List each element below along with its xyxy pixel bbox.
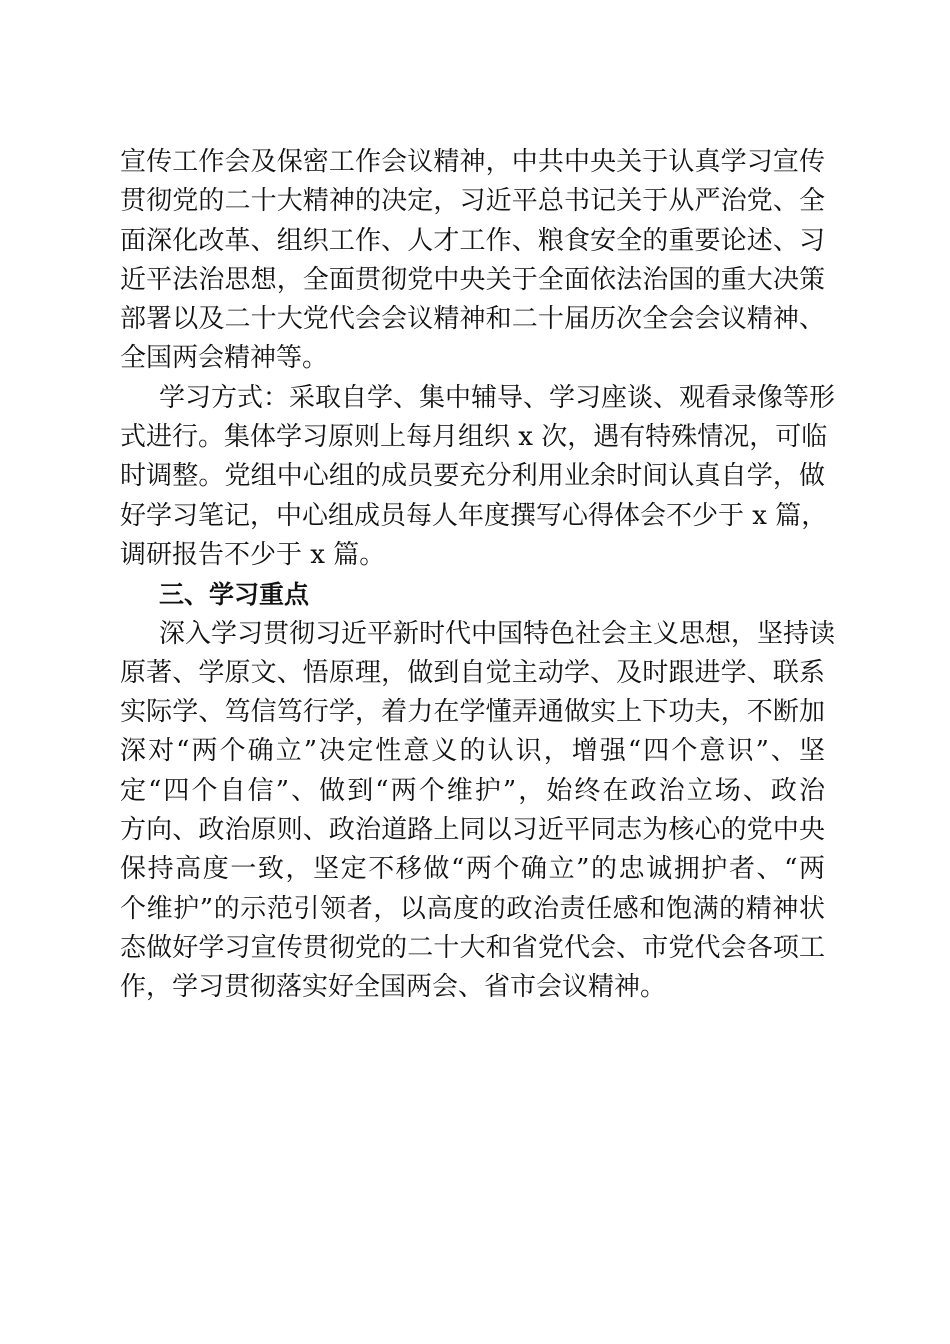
paragraph-study-content <box>120 143 825 379</box>
text-line: 方向、政治原则、政治道路上同以习近平同志为核心的党中央 <box>120 815 825 846</box>
text-line: 全国两会精神等。 <box>120 343 329 374</box>
text-line: 近平法治思想，全面贯彻党中央关于全面依法治国的重大决策 <box>120 264 825 295</box>
text-line: 深对“两个确立”决定性意义的认识，增强“四个意识”、坚 <box>120 736 825 767</box>
document-body <box>120 143 836 1008</box>
text-line: 深入学习贯彻习近平新时代中国特色社会主义思想，坚持读 <box>159 618 836 649</box>
section-heading: 三、学习重点 <box>159 580 310 610</box>
text-line: 实际学、笃信笃行学，着力在学懂弄通做实上下功夫，不断加 <box>120 697 825 728</box>
text-line: 原著、学原文、悟原理，做到自觉主动学、及时跟进学、联系 <box>120 657 825 688</box>
text-line: 态做好学习宣传贯彻党的二十大和省党代会、市党代会各项工 <box>120 932 825 963</box>
text-line: 保持高度一致，坚定不移做“两个确立”的忠诚拥护者、“两 <box>120 854 825 885</box>
text-line: 好学习笔记，中心组成员每人年度撰写心得体会不少于 x 篇， <box>120 500 828 531</box>
paragraph-study-method <box>120 379 836 575</box>
text-line: 调研报告不少于 x 篇。 <box>120 539 386 570</box>
text-line: 式进行。集体学习原则上每月组织 x 次，遇有特殊情况，可临 <box>120 422 828 453</box>
text-line: 个维护”的示范引领者，以高度的政治责任感和饱满的精神状 <box>120 893 825 924</box>
text-line: 宣传工作会及保密工作会议精神，中共中央关于认真学习宣传 <box>120 147 825 177</box>
text-line: 定“四个自信”、做到“两个维护”，始终在政治立场、政治 <box>120 775 825 806</box>
text-line: 面深化改革、组织工作、人才工作、粮食安全的重要论述、习 <box>120 225 825 256</box>
text-line: 时调整。党组中心组的成员要充分利用业余时间认真自学，做 <box>120 461 825 492</box>
text-line: 学习方式：采取自学、集中辅导、学习座谈、观看录像等形 <box>159 382 836 413</box>
text-line: 贯彻党的二十大精神的决定，习近平总书记关于从严治党、全 <box>120 186 825 217</box>
text-line: 部署以及二十大党代会会议精神和二十届历次全会会议精神、 <box>120 304 825 335</box>
paragraph-study-focus <box>120 615 836 1008</box>
text-line: 作，学习贯彻落实好全国两会、省市会议精神。 <box>120 972 667 1003</box>
